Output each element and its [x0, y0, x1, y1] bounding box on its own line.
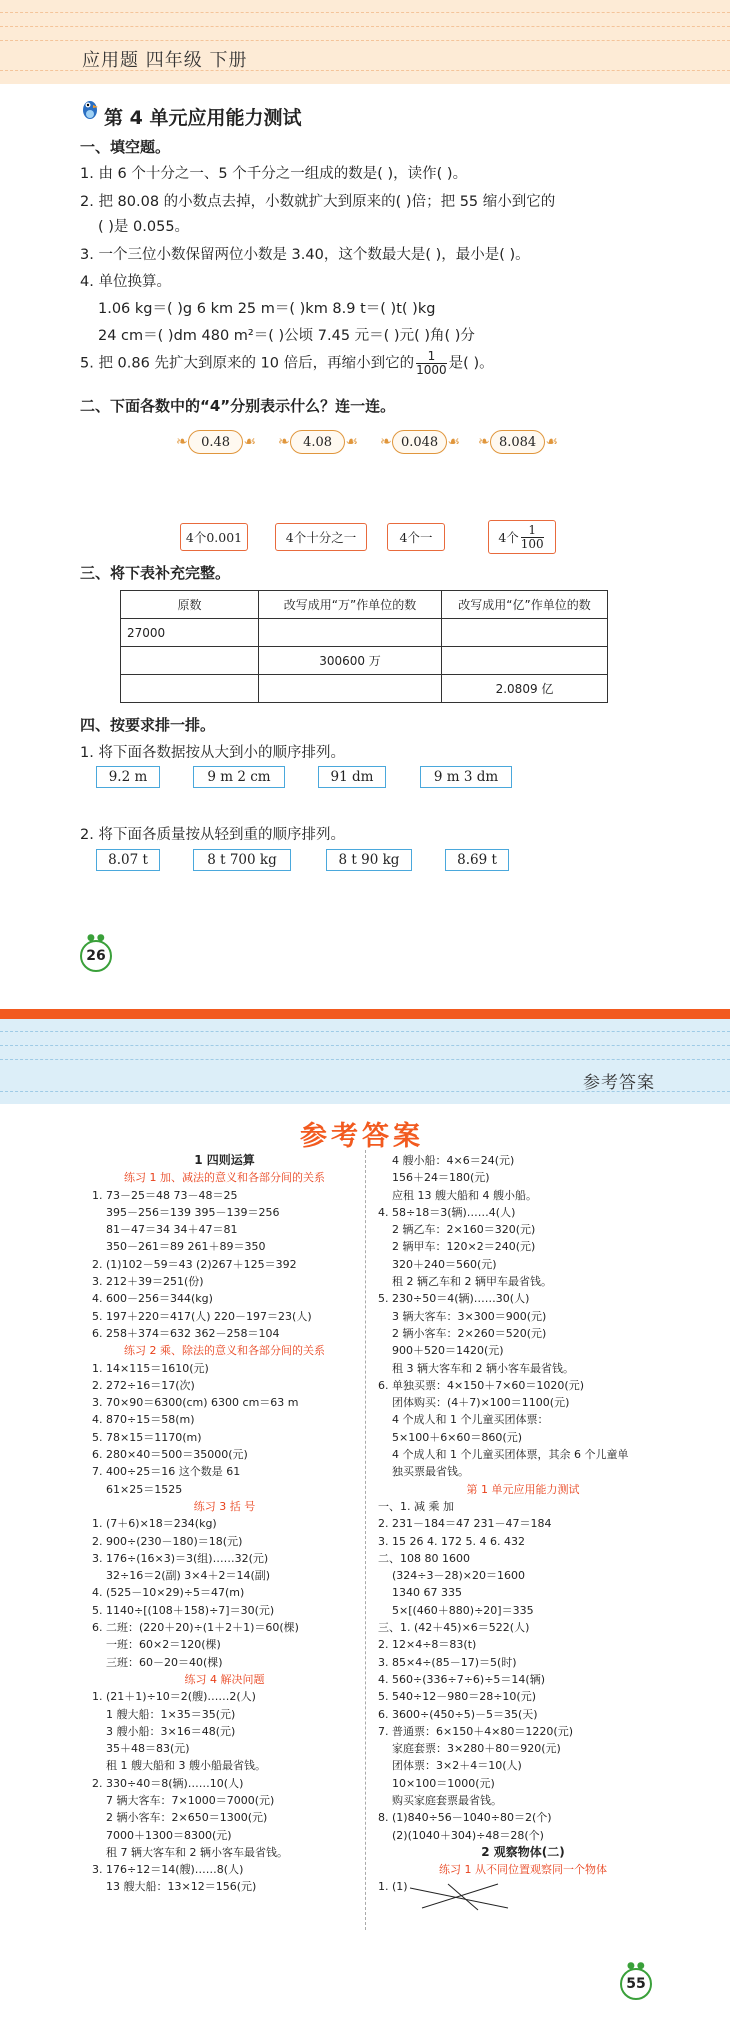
answer-line: 团体购买：(4＋7)×100＝1100(元)	[392, 1396, 570, 1410]
bubble-value: 0.48	[188, 430, 244, 454]
answer-line: 1340 67 335	[392, 1586, 462, 1600]
frog-eyes-icon: ●●	[87, 933, 107, 943]
exercise-heading: 练习 2 乘、除法的意义和各部分间的关系	[124, 1344, 325, 1358]
answer-line: 2. 330÷40＝8(辆)……10(人)	[92, 1776, 244, 1790]
answer-line: 5×[(460＋880)÷20]＝335	[392, 1603, 534, 1617]
question-2-cont: ( )是 0.055。	[98, 219, 190, 235]
answer-line: 32÷16＝2(副) 3×4＋2＝14(副)	[106, 1569, 271, 1583]
answer-line: 2 辆甲车：120×2＝240(元)	[392, 1240, 536, 1254]
question-1: 1. 由 6 个十分之一、5 个千分之一组成的数是( )，读作( )。	[80, 166, 468, 182]
answer-line: 1. 73－25＝48 73－48＝25	[92, 1188, 238, 1202]
page-number: 55	[626, 1976, 646, 1992]
bubble-value: 8.084	[490, 430, 546, 454]
section-3-heading: 三、将下表补充完整。	[80, 564, 231, 582]
section-1-heading: 一、填空题。	[80, 138, 171, 156]
length-item-1[interactable]: 9.2 m	[96, 766, 160, 788]
table-cell[interactable]	[121, 675, 259, 703]
answers-title: 参考答案	[300, 1121, 424, 1152]
answer-line: 6. 3600÷(450÷5)－5＝35(天)	[378, 1707, 538, 1721]
answer-line: 租 2 辆乙车和 2 辆甲车最省钱。	[392, 1275, 552, 1289]
answer-line: 1. (21＋1)÷10＝2(艘)……2(人)	[92, 1690, 256, 1704]
question-5-tail: 是( )。	[448, 355, 494, 372]
column-divider	[365, 1150, 366, 1930]
number-bubble-2[interactable]: ❧ 4.08 ☙	[278, 427, 358, 457]
question-3: 3. 一个三位小数保留两位小数是 3.40，这个数最大是( )，最小是( )。	[80, 247, 530, 263]
answer-line: 团体票：3×2＋4＝10(人)	[392, 1759, 522, 1773]
answer-line: 156＋24＝180(元)	[392, 1171, 490, 1185]
table-row	[121, 647, 608, 675]
meaning-box-2[interactable]: 4个十分之一	[275, 523, 367, 551]
answer-line: 2 辆乙车：2×160＝320(元)	[392, 1223, 536, 1237]
answer-line: 350－261＝89 261＋89＝350	[106, 1240, 266, 1254]
answer-line: 7. 400÷25＝16 这个数是 61	[92, 1465, 241, 1479]
answer-line: 5×100＋6×60＝860(元)	[392, 1430, 523, 1444]
number-bubble-1[interactable]: ❧ 0.48 ☙	[176, 427, 256, 457]
answer-line: 应租 13 艘大船和 4 艘小船。	[392, 1188, 537, 1202]
answer-line: 4 个成人和 1 个儿童买团体票，其余 6 个儿童单	[392, 1448, 629, 1462]
top-header	[0, 0, 730, 84]
bird-icon	[80, 96, 100, 120]
meaning-box-4[interactable]	[488, 520, 556, 554]
answer-line: 2. 272÷16＝17(次)	[92, 1378, 195, 1392]
question-4-row-2: 24 cm＝( )dm 480 m²＝( )公顷 7.45 元＝( )元( )角( )分	[98, 328, 475, 344]
exercise-heading: 第 1 单元应用能力测试	[466, 1482, 580, 1496]
answer-line: 320＋240＝560(元)	[392, 1257, 497, 1271]
exercise-heading: 练习 3 括 号	[193, 1499, 256, 1513]
table-header: 改写成用“亿”作单位的数	[442, 591, 608, 619]
bubble-value: 0.048	[392, 430, 448, 454]
table-cell[interactable]	[259, 619, 442, 647]
page-number-badge	[620, 1961, 652, 2000]
exercise-heading: 练习 1 从不同位置观察同一个物体	[439, 1863, 607, 1877]
exercise-heading: 练习 4 解决问题	[184, 1672, 265, 1686]
question-5-text: 5. 把 0.86 先扩大到原来的 10 倍后，再缩小到它的	[80, 355, 415, 372]
answer-line: 13 艘大船：13×12＝156(元)	[106, 1880, 257, 1894]
unit-title: 第 4 单元应用能力测试	[104, 107, 302, 129]
fraction-denominator: 1000	[416, 363, 447, 377]
answer-line: 7000＋1300＝8300(元)	[106, 1828, 232, 1842]
question-5	[80, 350, 494, 377]
answer-line: 10×100＝1000(元)	[392, 1776, 495, 1790]
answer-line: 6. 280×40＝500＝35000(元)	[92, 1448, 248, 1462]
answer-line: 1. (1)	[378, 1880, 408, 1894]
answer-line: 3. 70×90＝6300(cm) 6300 cm＝63 m	[92, 1396, 299, 1410]
answer-line: 租 7 辆大客车和 2 辆小客车最省钱。	[106, 1845, 288, 1859]
answer-line: 35＋48＝83(元)	[106, 1742, 190, 1756]
answer-header	[0, 1019, 730, 1104]
meaning-box-1[interactable]: 4个0.001	[180, 523, 248, 551]
table-cell[interactable]	[442, 647, 608, 675]
answer-line: 5. 78×15＝1170(m)	[92, 1430, 202, 1444]
answer-line: 4 个成人和 1 个儿童买团体票：	[392, 1413, 549, 1427]
answer-line: 3. 212＋39＝251(份)	[92, 1275, 204, 1289]
answer-line: 395－256＝139 395－139＝256	[106, 1205, 280, 1219]
table-header: 改写成用“万”作单位的数	[259, 591, 442, 619]
table-row	[121, 675, 608, 703]
mass-item-3[interactable]: 8 t 90 kg	[326, 849, 412, 871]
answer-line: 家庭套票：3×280＋80＝920(元)	[392, 1742, 561, 1756]
answer-line: 5. 540÷12－980＝28÷10(元)	[378, 1690, 536, 1704]
page-number-badge	[80, 933, 112, 972]
answer-line: 4. 600－256＝344(kg)	[92, 1292, 213, 1306]
answer-line: 2 辆小客车：2×260＝520(元)	[392, 1326, 547, 1340]
answer-line: 2 辆小客车：2×650＝1300(元)	[106, 1811, 268, 1825]
answer-line: 4. 870÷15＝58(m)	[92, 1413, 195, 1427]
answer-line: 一、1. 减 乘 加	[378, 1499, 454, 1513]
table-cell: 27000	[121, 619, 259, 647]
conversion-table	[120, 590, 608, 703]
answer-line: 5. 1140÷[(108＋158)÷7]＝30(元)	[92, 1603, 275, 1617]
answer-line: 5. 197＋220＝417(人) 220－197＝23(人)	[92, 1309, 312, 1323]
answer-line: 6. 258＋374＝632 362－258＝104	[92, 1326, 280, 1340]
fraction	[416, 350, 447, 377]
table-header-row	[121, 591, 608, 619]
answer-line: 7. 普通票：6×150＋4×80＝1220(元)	[378, 1724, 573, 1738]
bubble-value: 4.08	[290, 430, 346, 454]
table-cell[interactable]	[442, 619, 608, 647]
table-row	[121, 619, 608, 647]
mass-item-1[interactable]: 8.07 t	[96, 849, 160, 871]
exercise-heading: 练习 1 加、减法的意义和各部分间的关系	[124, 1171, 325, 1185]
table-cell: 300600 万	[259, 647, 442, 675]
answer-line: 3. 85×4÷(85－17)＝5(时)	[378, 1655, 517, 1669]
answer-line: 7 辆大客车：7×1000＝7000(元)	[106, 1793, 275, 1807]
answer-line: 购买家庭套票最省钱。	[392, 1793, 502, 1807]
answer-line: 5. 230÷50＝4(辆)……30(人)	[378, 1292, 530, 1306]
length-item-2[interactable]: 9 m 2 cm	[193, 766, 285, 788]
answer-line: 3. 15 26 4. 172 5. 4 6. 432	[378, 1534, 525, 1548]
box-text: 4个	[498, 530, 519, 545]
question-4-2: 2. 将下面各质量按从轻到重的顺序排列。	[80, 827, 345, 843]
frog-eyes-icon: ●●	[627, 1961, 647, 1971]
answer-line: 4 艘小船：4×6＝24(元)	[392, 1154, 515, 1167]
answer-line: 三班：60－20＝40(棵)	[106, 1655, 223, 1669]
section-2-heading: 二、下面各数中的“4”分别表示什么？连一连。	[80, 397, 396, 415]
answer-line: 6. 二班：(220＋20)÷(1＋2＋1)＝60(棵)	[92, 1621, 299, 1635]
question-4: 4. 单位换算。	[80, 274, 171, 290]
answer-line: 2. 900÷(230－180)＝18(元)	[92, 1534, 243, 1548]
answer-line: 租 1 艘大船和 3 艘小船最省钱。	[106, 1759, 266, 1773]
matching-lines-diagram	[408, 1880, 518, 1914]
answer-line: 6. 单独买票：4×150＋7×60＝1020(元)	[378, 1378, 584, 1392]
number-bubble-4[interactable]: ❧ 8.084 ☙	[478, 427, 558, 457]
answers-right-column	[378, 1152, 668, 1896]
answer-line: 三、1. (42＋45)×6＝522(人)	[378, 1621, 530, 1635]
answer-line: 81－47＝34 34＋47＝81	[106, 1223, 238, 1237]
answer-line: 900＋520＝1420(元)	[392, 1344, 504, 1358]
chapter-heading: 2 观察物体(二)	[481, 1844, 565, 1859]
fraction	[521, 524, 544, 551]
answer-line: 3. 176÷(16×3)＝3(组)……32(元)	[92, 1551, 269, 1565]
length-item-4[interactable]: 9 m 3 dm	[420, 766, 512, 788]
mass-item-2[interactable]: 8 t 700 kg	[193, 849, 291, 871]
length-item-3[interactable]: 91 dm	[318, 766, 386, 788]
answer-line: 二、108 80 1600	[378, 1551, 470, 1565]
page-number: 26	[86, 948, 106, 964]
chapter-heading: 1 四则运算	[194, 1153, 255, 1167]
fraction-numerator: 1	[416, 350, 447, 364]
answer-line: 8. (1)840÷56－1040÷80＝2(个)	[378, 1811, 552, 1825]
question-2: 2. 把 80.08 的小数点去掉，小数就扩大到原来的( )倍；把 55 缩小到它的	[80, 194, 556, 210]
answer-line: (2)(1040＋304)÷48＝28(个)	[392, 1828, 544, 1842]
answer-line: 61×25＝1525	[106, 1482, 183, 1496]
answer-line: 1. (7＋6)×18＝234(kg)	[92, 1517, 217, 1531]
table-header: 原数	[121, 591, 259, 619]
answer-line: 4. 560÷(336÷7÷6)÷5＝14(辆)	[378, 1672, 546, 1686]
answer-line: 1 艘大船：1×35＝35(元)	[106, 1707, 236, 1721]
answer-line: 4. 58÷18＝3(辆)……4(人)	[378, 1205, 516, 1219]
table-cell[interactable]	[121, 647, 259, 675]
answer-line: 3 辆大客车：3×300＝900(元)	[392, 1309, 547, 1323]
question-4-row-1: 1.06 kg＝( )g 6 km 25 m＝( )km 8.9 t＝( )t( )kg	[98, 301, 436, 317]
meaning-box-3[interactable]: 4个一	[387, 523, 445, 551]
answers-left-column	[92, 1152, 357, 1896]
fraction-denominator: 100	[520, 536, 544, 551]
table-cell: 2.0809 亿	[442, 675, 608, 703]
book-title: 应用题 四年级 下册	[82, 50, 248, 71]
answer-line: 一班：60×2＝120(棵)	[106, 1638, 221, 1652]
answer-line: (324÷3－28)×20＝1600	[392, 1569, 525, 1583]
answer-line: 2. (1)102－59＝43 (2)267＋125＝392	[92, 1257, 297, 1271]
answer-line: 4. (525－10×29)÷5＝47(m)	[92, 1586, 245, 1600]
answer-line: 2. 12×4÷8＝83(t)	[378, 1638, 477, 1652]
page-separator	[0, 1009, 730, 1019]
answer-line: 租 3 辆大客车和 2 辆小客车最省钱。	[392, 1361, 574, 1375]
answer-line: 独买票最省钱。	[392, 1465, 469, 1479]
table-cell[interactable]	[259, 675, 442, 703]
number-bubble-3[interactable]: ❧ 0.048 ☙	[380, 427, 460, 457]
question-4-1: 1. 将下面各数据按从大到小的顺序排列。	[80, 745, 345, 761]
fraction-numerator: 1	[521, 524, 544, 538]
section-4-heading: 四、按要求排一排。	[80, 716, 216, 734]
answer-line: 3 艘小船：3×16＝48(元)	[106, 1724, 236, 1738]
answer-header-title: 参考答案	[583, 1073, 655, 1093]
answer-line: 2. 231－184＝47 231－47＝184	[378, 1517, 552, 1531]
answer-line: 3. 176÷12＝14(艘)……8(人)	[92, 1863, 244, 1877]
mass-item-4[interactable]: 8.69 t	[445, 849, 509, 871]
answer-line: 1. 14×115＝1610(元)	[92, 1361, 209, 1375]
